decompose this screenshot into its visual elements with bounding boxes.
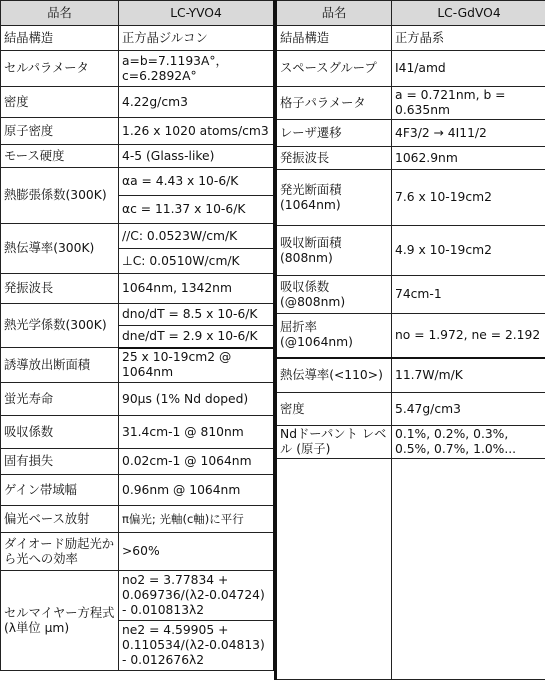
yvo4-polarized-label: 偏光ベース放射 [1,506,119,533]
yvo4-crystal-value: 正方晶ジルコン [119,26,275,51]
yvo4-sellmeier-no: no2 = 3.77834 + 0.069736/(λ2-0.04724) - 0.010813λ2 [119,571,275,621]
yvo4-gain-bandwidth-value: 0.96nm @ 1064nm [119,475,275,506]
gdvo4-thermal-conductivity-label: 熱伝導率(<110>) [276,358,392,393]
yvo4-density-value: 4.22g/cm3 [119,87,275,118]
yvo4-crystal-label: 結晶構造 [1,26,119,51]
gdvo4-lasing-value: 1062.9nm [392,147,545,170]
gdvo4-doping-value: 0.1%, 0.2%, 0.3%, 0.5%, 0.7%, 1.0%... [392,426,545,459]
left-header-product: LC-YVO4 [119,1,275,26]
yvo4-spec-table [0,0,276,671]
gdvo4-crystal-value: 正方晶系 [392,26,545,51]
yvo4-cell-label: セルパラメータ [1,51,119,87]
gdvo4-refractive-value: no = 1.972, ne = 2.192 [392,314,545,358]
yvo4-absorption-label: 吸収係数 [1,416,119,449]
yvo4-diode-efficiency-value: >60% [119,533,275,571]
yvo4-stim-emission-label: 誘導放出断面積 [1,348,119,383]
gdvo4-space-group-value: I41/amd [392,51,545,87]
right-header-name: 品名 [276,1,392,26]
yvo4-polarized-value: π偏光; 光軸(c軸)に平行 [119,506,275,533]
gdvo4-lattice-label: 格子パラメータ [276,87,392,120]
yvo4-atom-density-value: 1.26 x 1020 atoms/cm3 [119,118,275,145]
yvo4-stim-emission-value: 25 x 10-19cm2 @ 1064nm [119,348,275,383]
yvo4-sellmeier-label: セルマイヤー方程式 (λ単位 μm) [1,571,119,671]
gdvo4-absorption-cross-label: 吸収断面積(808nm) [276,226,392,276]
gdvo4-lattice-value: a = 0.721nm, b = 0.635nm [392,87,545,120]
gdvo4-empty-cell [392,459,545,680]
gdvo4-emission-cross-label: 発光断面積(1064nm) [276,170,392,226]
yvo4-intrinsic-loss-value: 0.02cm-1 @ 1064nm [119,449,275,475]
yvo4-thermal-conductivity-label: 熱伝導率(300K) [1,224,119,274]
yvo4-intrinsic-loss-label: 固有損失 [1,449,119,475]
yvo4-thermal-expansion-label: 熱膨張係数(300K) [1,168,119,224]
yvo4-gain-bandwidth-label: ゲイン帯域幅 [1,475,119,506]
yvo4-thermo-optic-label: 熱光学係数(300K) [1,304,119,348]
yvo4-fluorescence-label: 蛍光寿命 [1,383,119,416]
yvo4-lasing-label: 発振波長 [1,274,119,304]
yvo4-mohs-value: 4-5 (Glass-like) [119,145,275,168]
gdvo4-doping-label: Ndドーパント レベル (原子) [276,426,392,459]
yvo4-thermal-expansion-c: αc = 11.37 x 10-6/K [119,196,275,224]
left-header-name: 品名 [1,1,119,26]
yvo4-thermal-conductivity-par: //C: 0.0523W/cm/K [119,224,275,249]
gdvo4-absorption-coeff-label: 吸収係数(@808nm) [276,276,392,314]
gdvo4-space-group-label: スペースグループ [276,51,392,87]
gdvo4-spec-table [274,0,545,680]
yvo4-thermal-expansion-a: αa = 4.43 x 10-6/K [119,168,275,196]
yvo4-diode-efficiency-label: ダイオード励起光から光への効率 [1,533,119,571]
yvo4-absorption-value: 31.4cm-1 @ 810nm [119,416,275,449]
yvo4-lasing-value: 1064nm, 1342nm [119,274,275,304]
gdvo4-transition-value: 4F3/2 → 4I11/2 [392,120,545,147]
yvo4-fluorescence-value: 90μs (1% Nd doped) [119,383,275,416]
gdvo4-lasing-label: 発振波長 [276,147,392,170]
gdvo4-absorption-coeff-value: 74cm-1 [392,276,545,314]
gdvo4-emission-cross-value: 7.6 x 10-19cm2 [392,170,545,226]
gdvo4-absorption-cross-value: 4.9 x 10-19cm2 [392,226,545,276]
gdvo4-density-label: 密度 [276,393,392,426]
gdvo4-refractive-label: 屈折率(@1064nm) [276,314,392,358]
yvo4-density-label: 密度 [1,87,119,118]
yvo4-atom-density-label: 原子密度 [1,118,119,145]
gdvo4-crystal-label: 結晶構造 [276,26,392,51]
gdvo4-thermal-conductivity-value: 11.7W/m/K [392,358,545,393]
right-header-product: LC-GdVO4 [392,1,545,26]
yvo4-mohs-label: モース硬度 [1,145,119,168]
yvo4-thermo-optic-ne: dne/dT = 2.9 x 10-6/K [119,326,275,348]
yvo4-cell-value: a=b=7.1193A°，c=6.2892A° [119,51,275,87]
yvo4-thermal-conductivity-perp: ⊥C: 0.0510W/cm/K [119,249,275,274]
gdvo4-density-value: 5.47g/cm3 [392,393,545,426]
yvo4-thermo-optic-no: dno/dT = 8.5 x 10-6/K [119,304,275,326]
gdvo4-transition-label: レーザ遷移 [276,120,392,147]
gdvo4-empty-cell [276,459,392,680]
yvo4-sellmeier-ne: ne2 = 4.59905 + 0.110534/(λ2-0.04813) - 0.012676λ2 [119,621,275,671]
